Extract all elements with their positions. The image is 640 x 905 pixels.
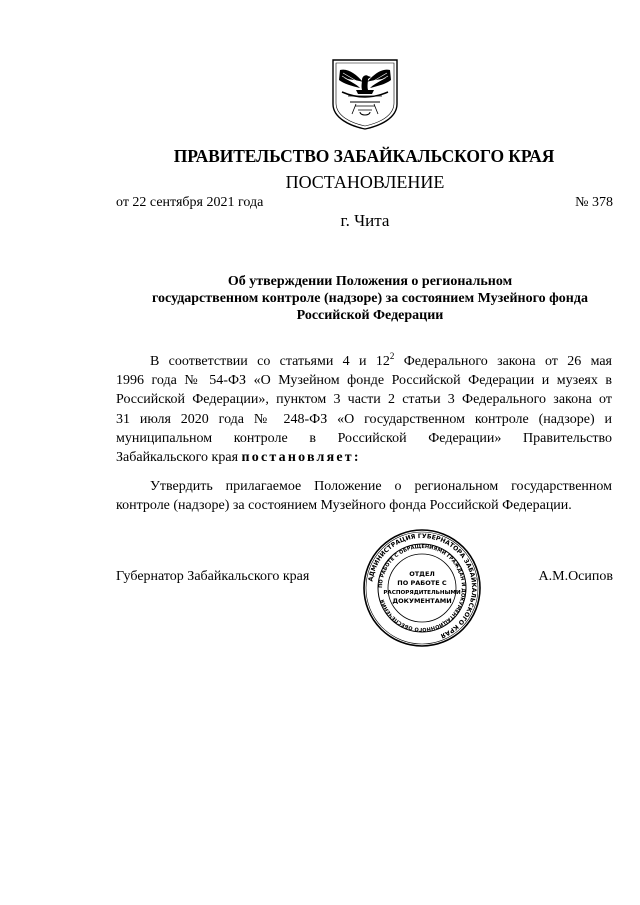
subject-line: Об утверждении Положения о региональном [227,274,513,289]
paragraph-line: 31 июля 2020 года № 248-ФЗ «О государственном контроле (надзоре) и [116,411,612,427]
superscript: 2 [389,351,395,361]
paragraph-line: муниципальном контроле в Российской Федерации» Правительство [116,430,612,446]
stamp-center-line: ПО РАБОТЕ С [397,579,447,587]
stamp-center-line: ОТДЕЛ [409,570,435,578]
paragraph-line: Утвердить прилагаемое Положение о региональном государственном [150,479,612,494]
paragraph-line [116,352,612,371]
document-city: г. Чита [340,211,390,230]
paragraph-line: контроле (надзоре) за состоянием Музейного фонда Российской Федерации. [116,498,572,514]
stamp-center-line: РАСПОРЯДИТЕЛЬНЫМИ [383,590,461,596]
government-title: ПРАВИТЕЛЬСТВО ЗАБАЙКАЛЬСКОГО КРАЯ [173,146,555,166]
stamp-outer-text: АДМИНИСТРАЦИЯ ГУБЕРНАТОРА ЗАБАЙКАЛЬСКОГО КРАЯ [367,532,478,640]
subject-line: Российской Федерации [296,308,444,323]
stamp-inner-ring-text: ПО РАБОТЕ С ОБРАЩЕНИЯМИ ГРАЖДАН И ДОКУМЕНТАЦИОННОГО ОБЕСПЕЧЕНИЯ [377,543,467,633]
paragraph-line [116,448,612,467]
body-paragraph-resolution [116,477,612,515]
stamp-center-line: ДОКУМЕНТАМИ [392,597,452,605]
paragraph-text: В соответствии со статьями 4 и 12 [150,354,390,369]
signatory-position: Губернатор Забайкальского края [116,569,310,584]
coat-of-arms-emblem [330,58,400,130]
body-paragraph-preamble [116,352,612,467]
document-date: от 22 сентября 2021 года [116,195,264,210]
paragraph-line: Российской Федерации», пунктом 3 части 2 статьи 3 Федерального закона от [116,392,612,408]
document-type: ПОСТАНОВЛЕНИЕ [285,172,445,192]
document-subject [120,273,620,324]
signatory-name: А.М.Осипов [538,569,613,584]
subject-line: государственном контроле (надзоре) за состоянием Музейного фонда [152,291,588,306]
paragraph-text: Федерального закона от 26 мая [394,354,612,369]
paragraph-line: 1996 года № 54-ФЗ «О Музейном фонде Российской Федерации и музеях в [116,373,612,389]
paragraph-text: Забайкальского края [116,449,242,465]
resolves-word: постановляет: [241,449,361,465]
official-stamp [362,528,482,648]
document-number: № 378 [575,195,613,210]
